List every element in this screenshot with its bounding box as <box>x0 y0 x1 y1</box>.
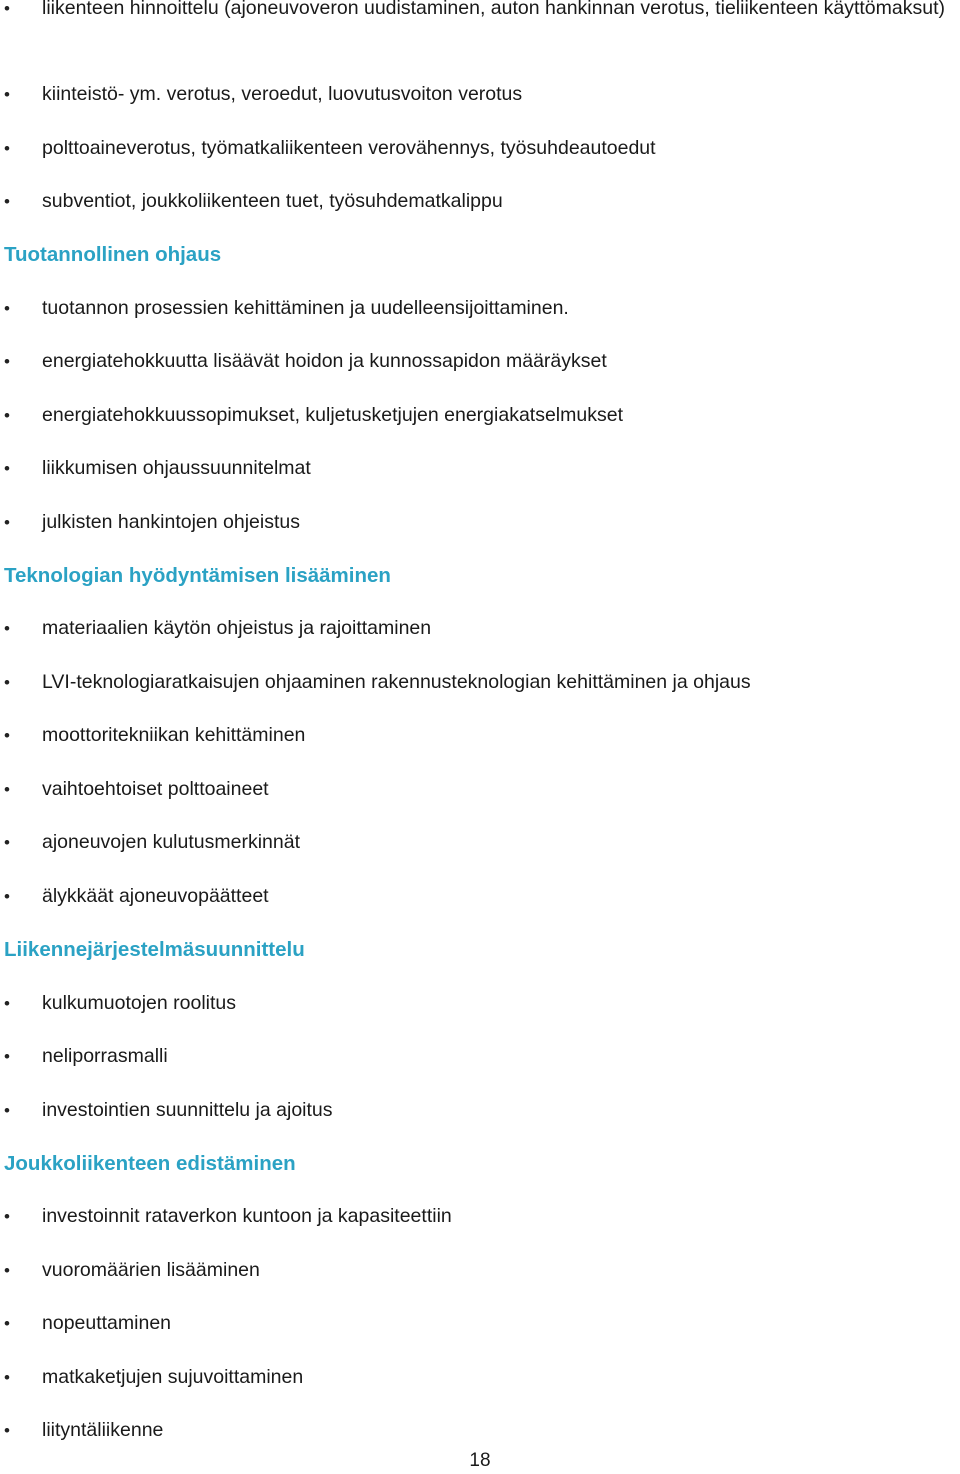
list-item-text: älykkäät ajoneuvopäätteet <box>42 885 269 907</box>
section-heading-text: Teknologian hyödyntämisen lisääminen <box>4 564 391 587</box>
bullet: • <box>4 85 10 104</box>
bullet: • <box>4 673 10 692</box>
list-item-text: investointien suunnittelu ja ajoitus <box>42 1099 333 1121</box>
bullet: • <box>4 994 10 1013</box>
bullet: • <box>4 1314 10 1333</box>
list-item-text: ajoneuvojen kulutusmerkinnät <box>42 831 300 853</box>
list-item-text: energiatehokkuussopimukset, kuljetusketjujen energiakatselmukset <box>42 404 623 426</box>
list-item-text: matkaketjujen sujuvoittaminen <box>42 1366 304 1388</box>
bullet: • <box>4 726 10 745</box>
list-item-text: liityntäliikenne <box>42 1419 164 1441</box>
list-item-text: investoinnit rataverkon kuntoon ja kapasiteettiin <box>42 1205 452 1227</box>
bullet: • <box>4 352 10 371</box>
bullet: • <box>4 406 10 425</box>
bullet: • <box>4 780 10 799</box>
list-item-text: vuoromäärien lisääminen <box>42 1259 260 1281</box>
section-heading-text: Liikennejärjestelmäsuunnittelu <box>4 938 305 961</box>
page-number: 18 <box>469 1450 491 1471</box>
bullet: • <box>4 1368 10 1387</box>
section-heading-text: Tuotannollinen ohjaus <box>4 243 222 266</box>
bullet: • <box>4 299 10 318</box>
list-item-text: nopeuttaminen <box>42 1312 172 1334</box>
bullet: • <box>4 619 10 638</box>
list-item-text: julkisten hankintojen ohjeistus <box>42 511 300 533</box>
bullet: • <box>4 139 10 158</box>
bullet: • <box>4 0 10 18</box>
section-heading-text: Joukkoliikenteen edistäminen <box>4 1152 296 1175</box>
list-item-text: neliporrasmalli <box>42 1045 168 1067</box>
list-item-text: energiatehokkuutta lisäävät hoidon ja kunnossapidon määräykset <box>42 350 607 372</box>
bullet: • <box>4 1421 10 1440</box>
list-item-text: materiaalien käytön ohjeistus ja rajoittaminen <box>42 617 432 639</box>
bullet: • <box>4 1207 10 1226</box>
bullet: • <box>4 192 10 211</box>
list-item-text: tuotannon prosessien kehittäminen ja uudelleensijoittaminen. <box>42 297 569 319</box>
list-item-text: kiinteistö- ym. verotus, veroedut, luovutusvoiton verotus <box>42 83 523 105</box>
list-item-text: subventiot, joukkoliikenteen tuet, työsuhdematkalippu <box>42 190 503 212</box>
list-item-text: kulkumuotojen roolitus <box>42 992 237 1014</box>
bullet: • <box>4 1261 10 1280</box>
list-item-text: polttoaineverotus, työmatkaliikenteen verovähennys, työsuhdeautoedut <box>42 137 656 159</box>
bullet: • <box>4 833 10 852</box>
list-item-text: LVI-teknologiaratkaisujen ohjaaminen rakennusteknologian kehittäminen ja ohjaus <box>42 671 751 693</box>
bullet: • <box>4 459 10 478</box>
list-item-text: liikkumisen ohjaussuunnitelmat <box>42 457 311 479</box>
list-item-text: moottoritekniikan kehittäminen <box>42 724 306 746</box>
bullet: • <box>4 1047 10 1066</box>
list-item-text: vaihtoehtoiset polttoaineet <box>42 778 269 800</box>
list-item-text: liikenteen hinnoittelu (ajoneuvoveron uudistaminen, auton hankinnan verotus, tieliikenteen käyttömaksut) <box>42 0 945 19</box>
bullet: • <box>4 513 10 532</box>
bullet: • <box>4 1101 10 1120</box>
bullet: • <box>4 887 10 906</box>
